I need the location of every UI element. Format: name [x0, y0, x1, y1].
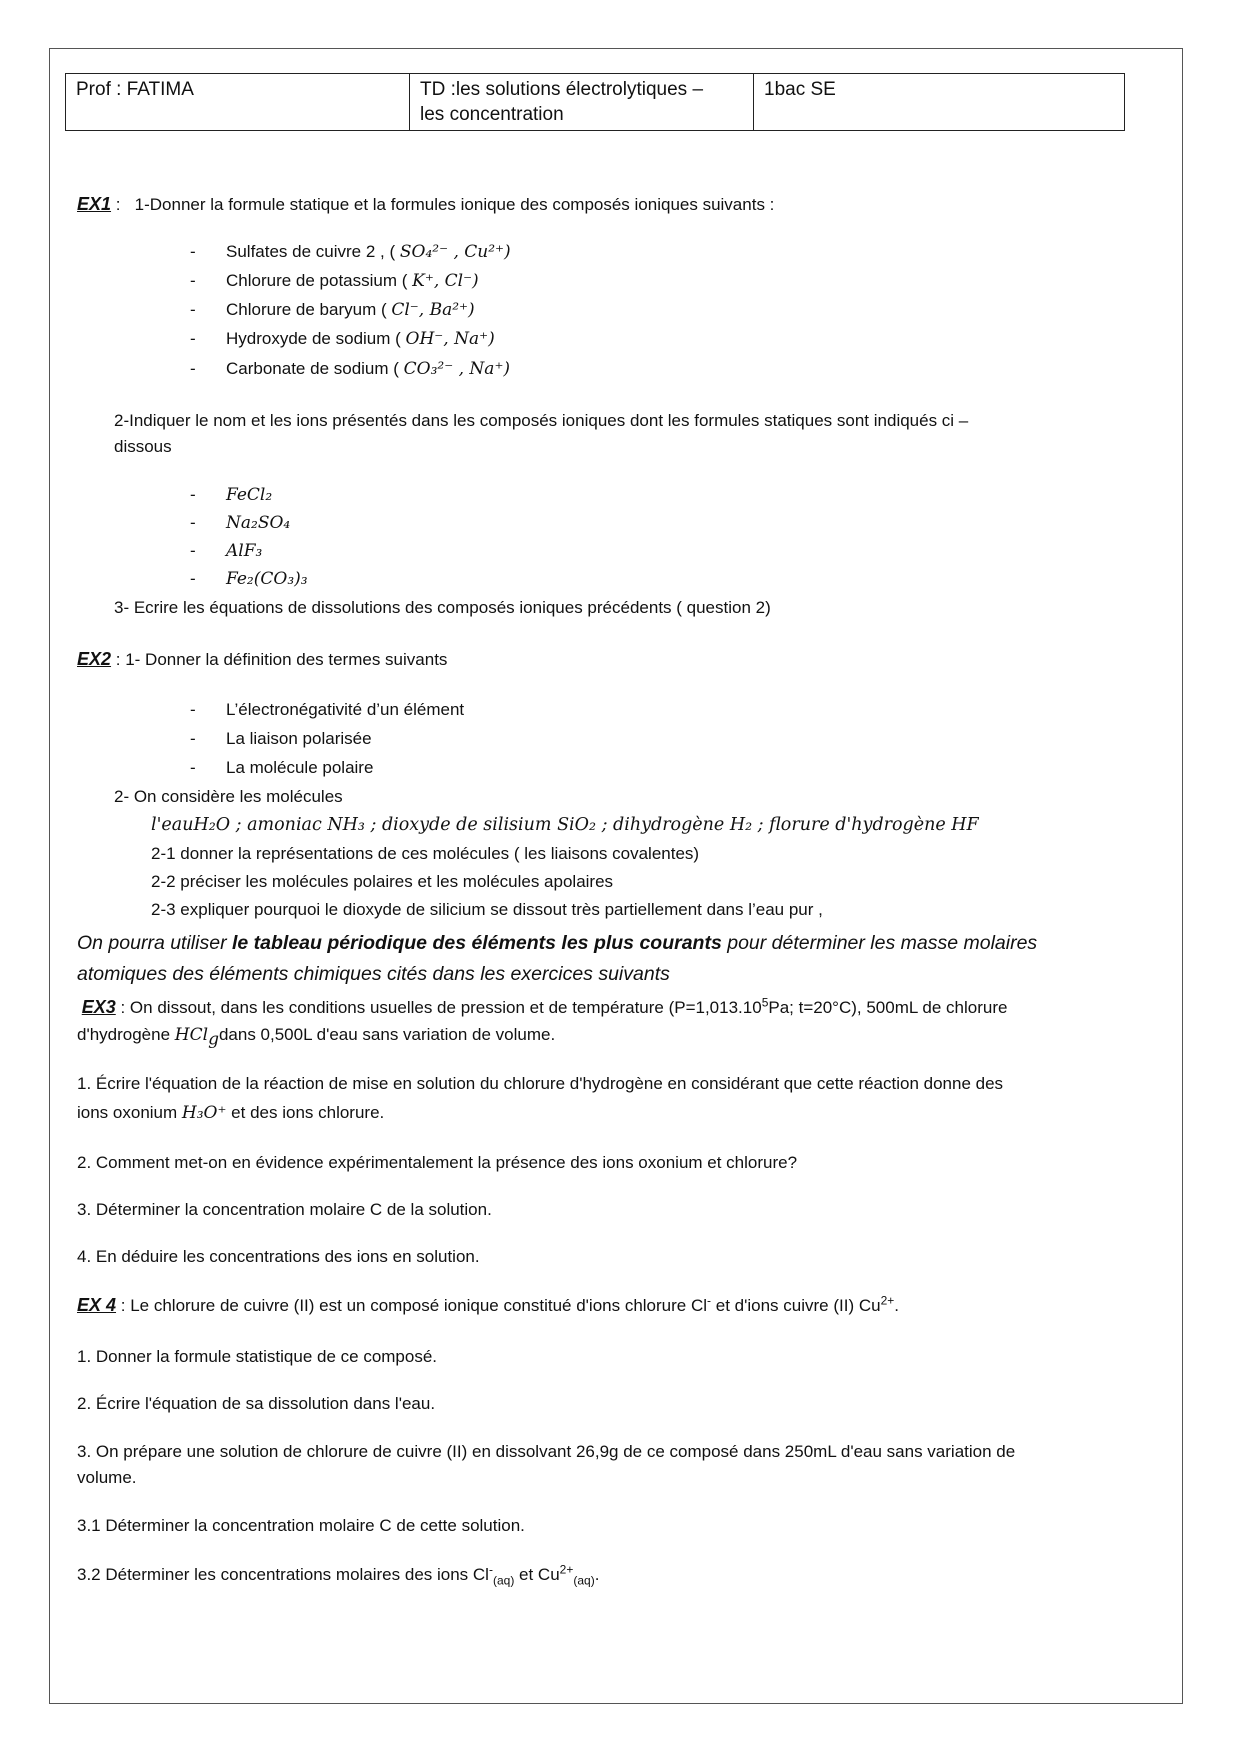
ex2-question-2-3: 2-3 expliquer pourquoi le dioxyde de silicium se dissout très partiellement dans l’eau pur ,: [151, 900, 823, 919]
ex4-question-3-1: 3.1 Déterminer la concentration molaire C de cette solution.: [77, 1516, 525, 1535]
periodic-table-note-line1: On pourra utiliser le tableau périodique des éléments les plus courants pour déterminer les masse molaires: [77, 932, 1038, 954]
list-item: AlF₃: [226, 541, 263, 561]
header-title: [410, 74, 754, 131]
ex3-question-2: 2. Comment met-on en évidence expérimentalement la présence des ions oxonium et chlorure?: [77, 1153, 798, 1172]
list-item: -: [190, 485, 196, 504]
list-item: L’électronégativité d’un élément: [226, 700, 465, 719]
list-item: FeCl₂: [226, 485, 273, 505]
ex1-q1-text: 1-Donner la formule statique et la formules ionique des composés ioniques suivants :: [134, 195, 775, 214]
header-title-line1: TD :les solutions électrolytiques –: [420, 79, 704, 100]
ex2-label: EX2: [77, 649, 112, 669]
list-item: -: [190, 271, 196, 290]
periodic-table-note-bold: le tableau périodique des éléments les plus courants: [231, 932, 722, 954]
ex1-question-1: EX1 : 1-Donner la formule statique et la formules ionique des composés ioniques suivants :: [77, 194, 775, 214]
ex3-intro-line1: EX3 : On dissout, dans les conditions usuelles de pression et de température ($P=1,013.10^5Pa$; t=20°C), 500mL de chlorure: [81, 995, 1008, 1017]
list-item: Na₂SO₄: [226, 513, 291, 533]
ex1-label: EX1: [77, 194, 112, 214]
list-item: -: [190, 513, 196, 532]
list-item: -: [190, 329, 196, 348]
ex4-question-1: 1. Donner la formule statistique de ce composé.: [77, 1347, 438, 1366]
list-item: -: [190, 729, 196, 748]
ex1-question-2-line1: 2-Indiquer le nom et les ions présentés dans les composés ioniques dont les formules statiques sont indiqués ci –: [114, 411, 969, 430]
ex2-question-1: [77, 648, 447, 671]
list-item: La liaison polarisée: [226, 729, 372, 748]
list-item: -: [190, 359, 196, 378]
ex2-q1-text: : 1- Donner la définition des termes suivants: [111, 650, 448, 669]
header-prof: Prof : FATIMA: [66, 74, 410, 131]
ex3-question-3: 3. Déterminer la concentration molaire C de la solution.: [77, 1200, 492, 1219]
list-item: -: [190, 300, 196, 319]
list-item: Chlorure de baryum ( Cl⁻, Ba²⁺): [226, 300, 475, 320]
ex1-question-2-line2: dissous: [114, 437, 172, 456]
ex4-question-3-2: 3.2 Déterminer les concentrations molaires des ions $Cl^-_{(aq)}$ et $Cu^{2+}_{(aq)}$.: [77, 1562, 600, 1588]
list-item: -: [190, 700, 196, 719]
header-table: [65, 73, 1125, 131]
ex4-label: EX 4: [77, 1295, 117, 1315]
header-level: 1bac SE: [754, 74, 1125, 131]
ex3-question-1-line2: ions oxonium H₃O⁺ et des ions chlorure.: [77, 1103, 385, 1123]
list-item: -: [190, 242, 196, 261]
list-item: -: [190, 758, 196, 777]
periodic-table-note-line2: atomiques des éléments chimiques cités dans les exercices suivants: [77, 963, 670, 985]
ex2-question-2-1: 2-1 donner la représentations de ces molécules ( les liaisons covalentes): [151, 844, 700, 863]
ex2-question-2: 2- On considère les molécules: [114, 787, 343, 806]
ex2-question-2-2: 2-2 préciser les molécules polaires et les molécules apolaires: [151, 872, 614, 891]
list-item: Hydroxyde de sodium ( OH⁻, Na⁺): [226, 329, 495, 349]
header-title-line2: les concentration: [420, 104, 564, 125]
ex3-label: EX3: [81, 997, 116, 1017]
ex4-question-3-line1: 3. On prépare une solution de chlorure de cuivre (II) en dissolvant 26,9g de ce composé dans 250mL d'eau sans variation de: [77, 1442, 1016, 1461]
list-item: Chlorure de potassium ( K⁺, Cl⁻): [226, 271, 479, 291]
list-item: Fe₂(CO₃)₃: [226, 569, 308, 589]
list-item: La molécule polaire: [226, 758, 374, 777]
ex3-intro-line2: d'hydrogène HCl$_g$dans 0,500L d'eau sans variation de volume.: [77, 1025, 556, 1050]
list-item: -: [190, 541, 196, 560]
ex4-question-2: 2. Écrire l'équation de sa dissolution dans l'eau.: [77, 1394, 436, 1413]
ex2-molecules: l'eauH₂O ; amoniac NH₃ ; dioxyde de silisium SiO₂ ; dihydrogène H₂ ; florure d'hydrogène HF: [151, 815, 979, 835]
ex4-intro: EX 4 : Le chlorure de cuivre (II) est un composé ionique constitué d'ions chlorure Cl- et d'ions cuivre (II) $Cu^{2+}$.: [77, 1293, 899, 1315]
list-item: -: [190, 569, 196, 588]
ex4-question-3-line2: volume.: [77, 1468, 137, 1487]
ex3-question-4: 4. En déduire les concentrations des ions en solution.: [77, 1247, 480, 1266]
ex3-question-1-line1: 1. Écrire l'équation de la réaction de mise en solution du chlorure d'hydrogène en considérant que cette réaction donne des: [77, 1074, 1004, 1093]
ex1-question-3: 3- Ecrire les équations de dissolutions des composés ioniques précédents ( question 2): [114, 598, 771, 617]
list-item: Sulfates de cuivre 2 , ( SO₄²⁻ , Cu²⁺): [226, 242, 511, 262]
list-item: Carbonate de sodium ( CO₃²⁻ , Na⁺): [226, 359, 511, 379]
